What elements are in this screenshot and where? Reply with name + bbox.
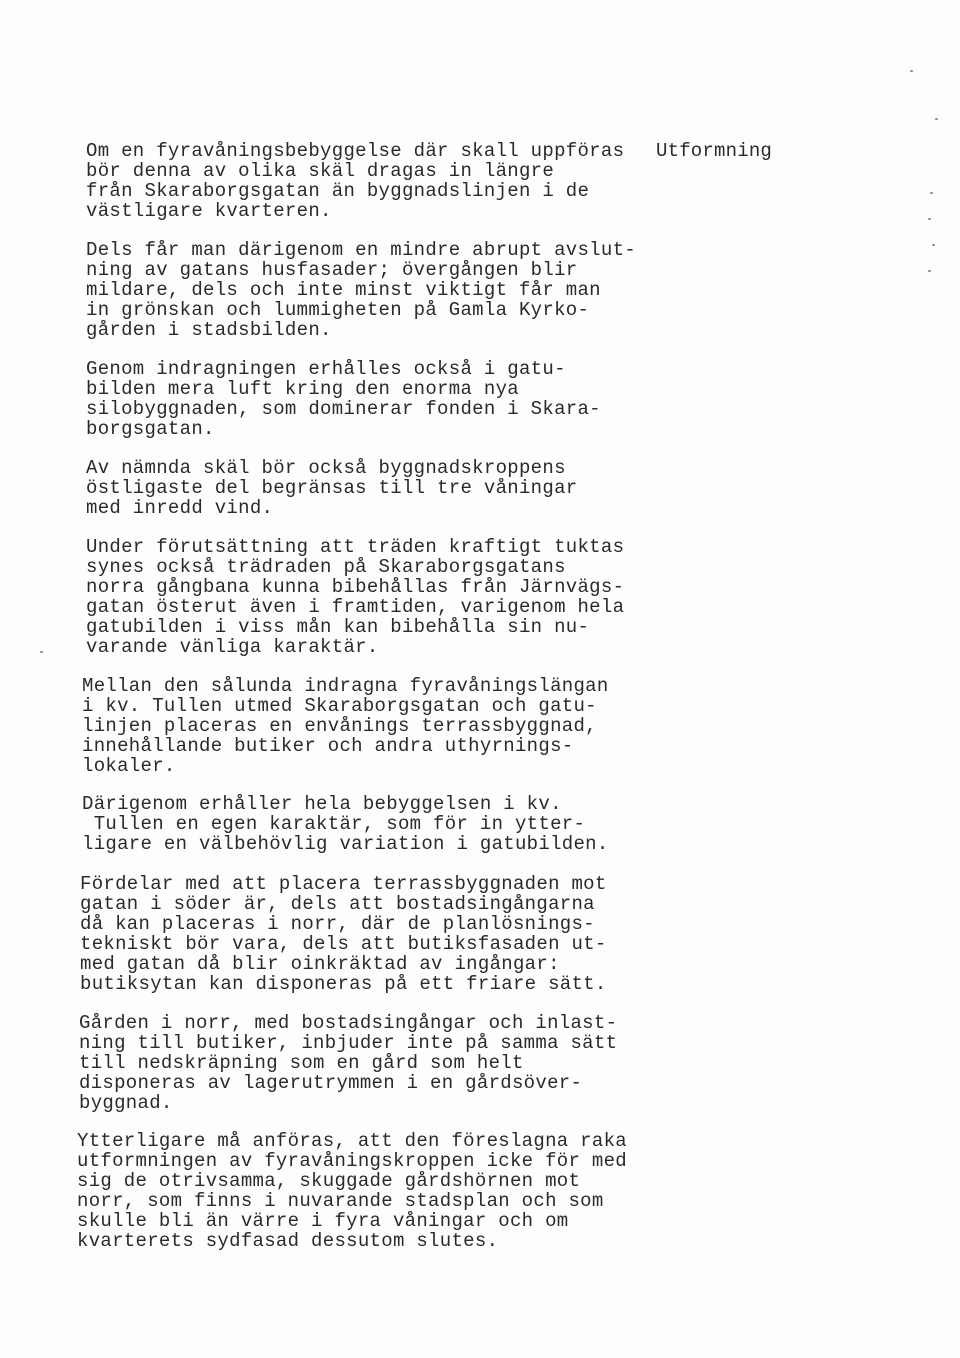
text-line: östligaste del begränsas till tre våningar: [86, 477, 578, 499]
scan-speck: [935, 118, 938, 120]
scan-speck: [40, 651, 43, 653]
text-line: gatan i söder är, dels att bostadsingångarna: [80, 893, 595, 915]
text-line: Av nämnda skäl bör också byggnadskroppens: [86, 457, 566, 479]
text-line: Fördelar med att placera terrassbyggnaden mot: [80, 873, 607, 895]
scan-speck: [928, 270, 931, 272]
text-line: borgsgatan.: [86, 418, 215, 440]
scan-speck: [932, 244, 935, 246]
text-line: ning av gatans husfasader; övergången blir: [86, 259, 578, 281]
text-line: bilden mera luft kring den enorma nya: [86, 378, 519, 400]
text-line: tekniskt bör vara, dels att butiksfasaden ut-: [80, 933, 607, 955]
text-line: kvarterets sydfasad dessutom slutes.: [77, 1230, 499, 1252]
scan-speck: [910, 70, 913, 72]
text-line: butiksytan kan disponeras på ett friare sätt.: [80, 973, 607, 995]
text-line: disponeras av lagerutrymmen i en gårdsöver-: [79, 1072, 583, 1094]
text-line: norr, som finns i nuvarande stadsplan och som: [77, 1190, 604, 1212]
text-line: västligare kvarteren.: [86, 200, 332, 222]
text-line: mildare, dels och inte minst viktigt får man: [86, 279, 601, 301]
text-line: byggnad.: [79, 1092, 173, 1114]
text-line: gatan österut även i framtiden, varigenom hela: [86, 596, 625, 618]
text-line: Mellan den sålunda indragna fyravåningslängan: [82, 675, 609, 697]
text-line: till nedskräpning som en gård som helt: [79, 1052, 524, 1074]
scan-speck: [928, 218, 931, 220]
text-line: ligare en välbehövlig variation i gatubilden.: [82, 833, 609, 855]
text-line: skulle bli än värre i fyra våningar och om: [77, 1210, 569, 1232]
text-line: med inredd vind.: [86, 497, 274, 519]
text-line: Om en fyravåningsbebyggelse där skall uppföras: [86, 140, 625, 162]
text-line: gatubilden i viss mån kan bibehålla sin nu-: [86, 616, 590, 638]
text-line: Gården i norr, med bostadsingångar och inlast-: [79, 1012, 618, 1034]
text-line: innehållande butiker och andra uthyrnings-: [82, 735, 574, 757]
text-line: sig de otrivsamma, skuggade gårdshörnen mot: [77, 1170, 581, 1192]
text-line: silobyggnaden, som dominerar fonden i Skara-: [86, 398, 601, 420]
text-line: utformningen av fyravåningskroppen icke för med: [77, 1150, 627, 1172]
text-line: bör denna av olika skäl dragas in längre: [86, 160, 555, 182]
text-line: linjen placeras en envånings terrassbyggnad,: [82, 715, 597, 737]
text-line: in grönskan och lummigheten på Gamla Kyrko-: [86, 299, 590, 321]
margin-heading: Utformning: [656, 140, 773, 162]
text-line: då kan placeras i norr, där de planlösnings-: [80, 913, 595, 935]
text-line: med gatan då blir oinkräktad av ingångar:: [80, 953, 560, 975]
text-line: i kv. Tullen utmed Skaraborgsgatan och gatu-: [82, 695, 597, 717]
text-line: Genom indragningen erhålles också i gatu-: [86, 358, 566, 380]
text-line: Ytterligare må anföras, att den föreslagna raka: [77, 1130, 627, 1152]
text-line: Tullen en egen karaktär, som för in ytter-: [82, 813, 586, 835]
text-line: lokaler.: [82, 755, 176, 777]
text-line: Under förutsättning att träden kraftigt tuktas: [86, 536, 625, 558]
text-line: gården i stadsbilden.: [86, 319, 332, 341]
text-line: varande vänliga karaktär.: [86, 636, 379, 658]
text-line: från Skaraborgsgatan än byggnadslinjen i de: [86, 180, 590, 202]
text-line: Därigenom erhåller hela bebyggelsen i kv.: [82, 793, 562, 815]
text-line: synes också trädraden på Skaraborgsgatans: [86, 556, 566, 578]
text-line: norra gångbana kunna bibehållas från Järnvägs-: [86, 576, 625, 598]
text-line: ning till butiker, inbjuder inte på samma sätt: [79, 1032, 618, 1054]
scan-speck: [930, 192, 933, 194]
text-line: Dels får man därigenom en mindre abrupt avslut-: [86, 239, 636, 261]
